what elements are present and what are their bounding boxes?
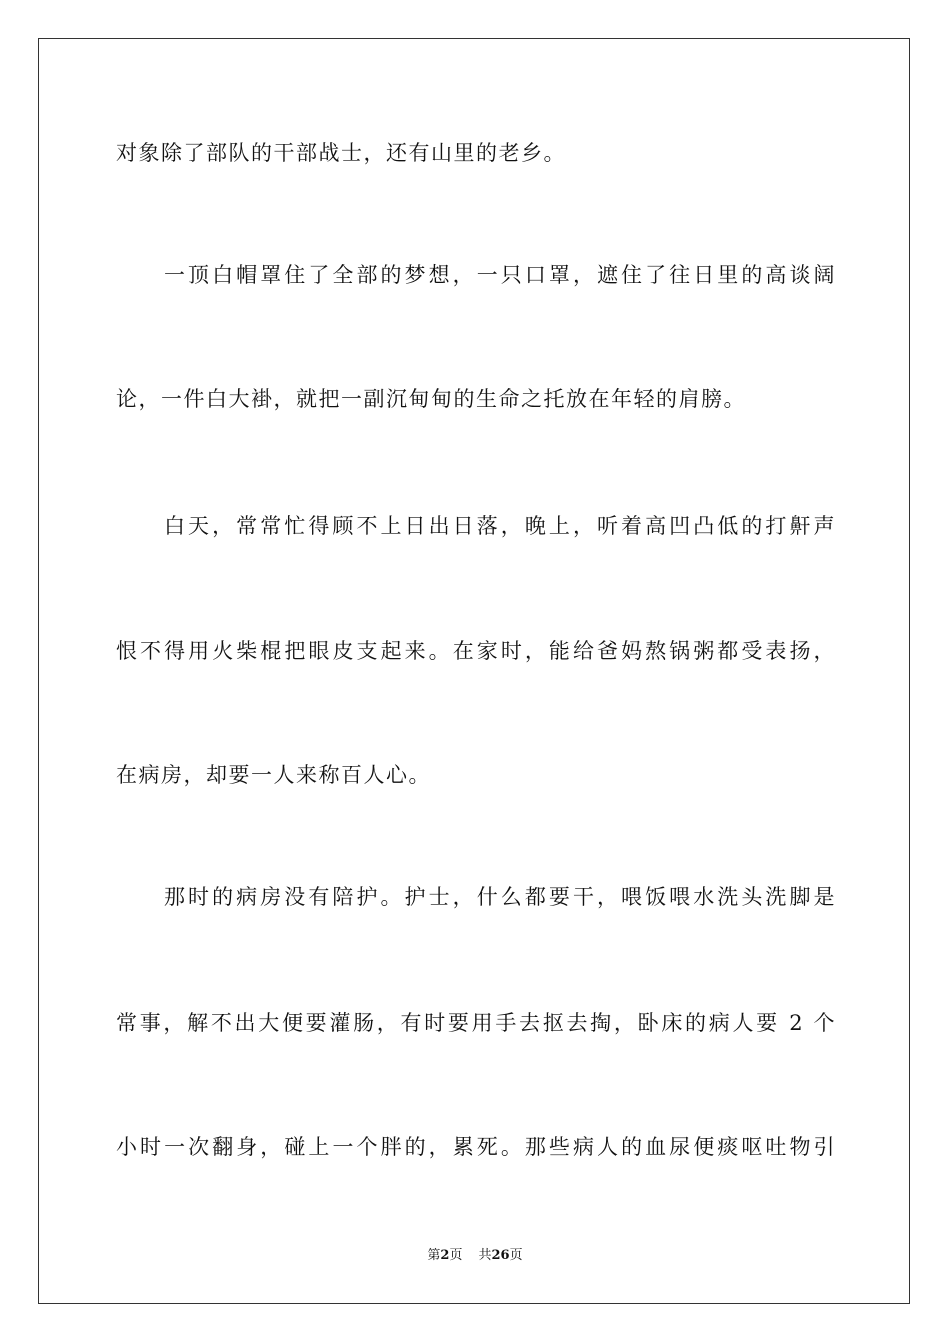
total-pages: 26 — [491, 1248, 510, 1263]
page-number: 2 — [440, 1248, 450, 1263]
text-line-7: 那时的病房没有陪护。护士，什么都要干，喂饭喂水洗头洗脚是 — [164, 885, 836, 909]
page-suffix: 页 — [449, 1248, 463, 1263]
total-suffix: 页 — [509, 1248, 523, 1263]
text-line-5: 恨不得用火柴棍把眼皮支起来。在家时，能给爸妈熬锅粥都受表扬， — [116, 639, 836, 663]
text-line-4: 白天，常常忙得顾不上日出日落，晚上，听着高凹凸低的打鼾声 — [164, 514, 836, 538]
text-line-3: 论，一件白大褂，就把一副沉甸甸的生命之托放在年轻的肩膀。 — [116, 387, 746, 411]
text-line-1: 对象除了部队的干部战士，还有山里的老乡。 — [116, 141, 566, 165]
text-line-2: 一顶白帽罩住了全部的梦想，一只口罩，遮住了往日里的高谈阔 — [164, 263, 836, 287]
text-line-9: 小时一次翻身，碰上一个胖的，累死。那些病人的血尿便痰呕吐物引 — [116, 1135, 836, 1159]
page-footer — [0, 1247, 950, 1265]
page-prefix: 第 — [427, 1248, 441, 1263]
page-border — [38, 38, 910, 1304]
text-line-6: 在病房，却要一人来称百人心。 — [116, 763, 431, 787]
total-prefix: 共 — [478, 1248, 492, 1263]
text-line-8: 常事，解不出大便要灌肠，有时要用手去抠去掏，卧床的病人要 2 个 — [116, 1011, 836, 1035]
